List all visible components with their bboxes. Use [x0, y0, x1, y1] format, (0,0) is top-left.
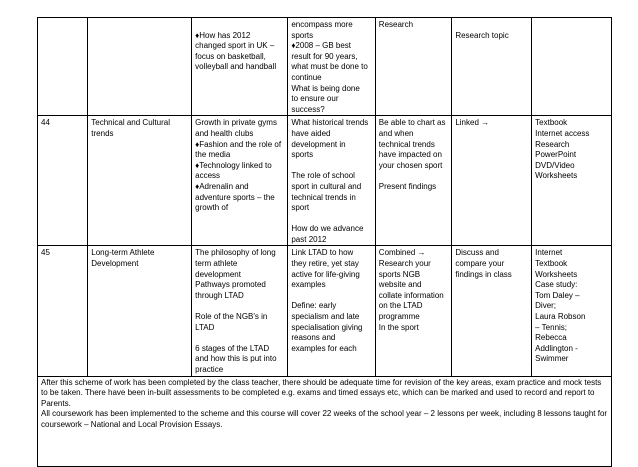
content-cell: The philosophy of long term athlete development Pathways promoted through LTAD Role of the NGB's in LTAD 6 stages of the LTAD and how this is put into practice: [192, 246, 288, 376]
links-cell: Linked →: [452, 116, 532, 246]
key-questions-cell: Link LTAD to how they retire, yet stay active for life-giving examples Define: early specialism and late specialisation giving reasons and examples for each: [288, 246, 375, 376]
links-cell: Discuss and compare your findings in class: [452, 246, 532, 376]
footer-paragraph: After this scheme of work has been completed by the class teacher, there should be adequate time for revision of the key areas, exam practice and mock tests to be taken. There have been in-built assessments to be completed e.g. exams and timed essays etc, which can be marked and used to record and report to Parents.: [41, 377, 602, 408]
resources-cell: [532, 18, 612, 116]
lesson-number-cell: 45: [38, 246, 88, 376]
content-cell: ♦How has 2012 changed sport in UK – focus on basketball, volleyball and handball: [192, 18, 288, 116]
resources-cell: Internet Textbook Worksheets Case study: Tom Daley – Diver; Laura Robson – Tennis; Rebecca Addlington - Swimmer: [532, 246, 612, 376]
table-row: [38, 246, 612, 376]
topic-cell: Long-term Athlete Development: [88, 246, 192, 376]
learning-outcomes-cell: Combined → Research your sports NGB website and collate information on the LTAD programme In the sport: [375, 246, 452, 376]
key-questions-cell: What historical trends have aided development in sports The role of school sport in cultural and technical trends in sport How do we advance past 2012: [288, 116, 375, 246]
resources-cell: Textbook Internet access Research PowerPoint DVD/Video Worksheets: [532, 116, 612, 246]
lesson-number-cell: 44: [38, 116, 88, 246]
footer-notes-cell: [38, 376, 612, 466]
content-cell: Growth in private gyms and health clubs ♦Fashion and the role of the media ♦Technology linked to access ♦Adrenalin and adventure sports – the growth of: [192, 116, 288, 246]
topic-cell: [88, 18, 192, 116]
topic-cell: Technical and Cultural trends: [88, 116, 192, 246]
footer-paragraph: All coursework has been implemented to the scheme and this course will cover 22 weeks of the school year – 2 lessons per week, including 8 lessons taught for coursework – National and Local Provision Essays.: [41, 409, 608, 429]
learning-outcomes-cell: Research: [375, 18, 452, 116]
learning-outcomes-cell: Be able to chart as and when technical trends have impacted on your chosen sport Present findings: [375, 116, 452, 246]
key-questions-cell: encompass more sports ♦2008 – GB best result for 90 years, what must be done to continue What is being done to ensure our success?: [288, 18, 375, 116]
lesson-number-cell: [38, 18, 88, 116]
table-row: [38, 18, 612, 116]
footer-row: [38, 376, 612, 466]
links-cell: Research topic: [452, 18, 532, 116]
table-row: [38, 116, 612, 246]
scheme-of-work-table: [37, 17, 612, 467]
